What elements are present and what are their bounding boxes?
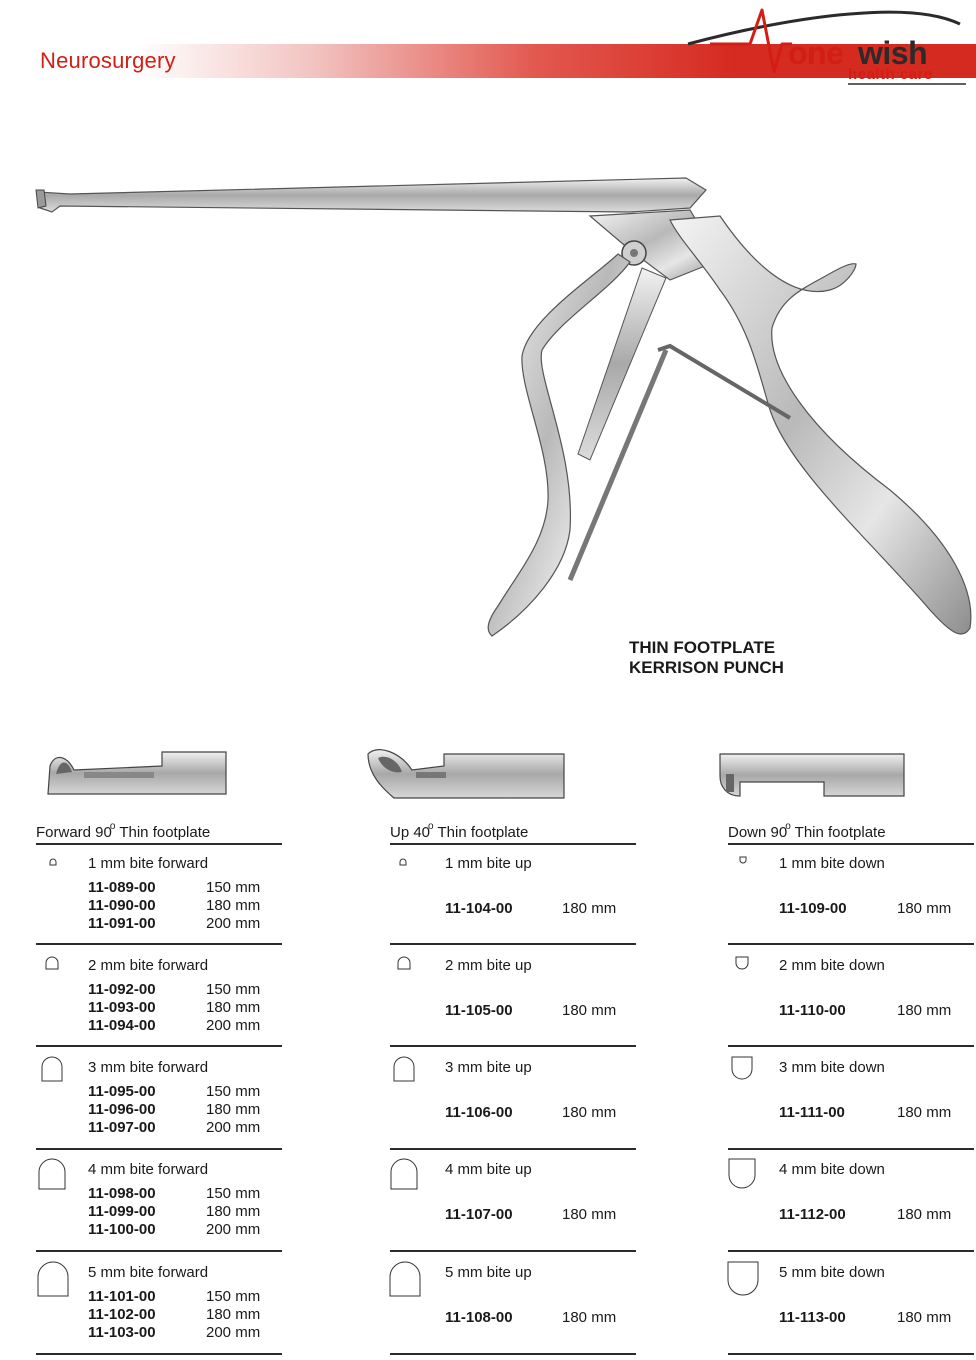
bite-label: 4 mm bite up <box>445 1161 532 1178</box>
column-caption-down-suffix: Thin footplate <box>794 824 886 841</box>
degree-symbol: o <box>428 821 434 832</box>
catalog-code: 11-089-00 <box>88 879 156 896</box>
down-tip-illustration <box>716 750 908 800</box>
length: 200 mm <box>206 1119 261 1136</box>
bite-up-4mm-icon <box>388 1157 420 1193</box>
length: 180 mm <box>206 1306 261 1323</box>
length: 180 mm <box>206 1101 261 1118</box>
length: 180 mm <box>562 1104 617 1121</box>
length: 180 mm <box>562 1206 617 1223</box>
column-caption-up-suffix: Thin footplate <box>437 824 529 841</box>
catalog-code: 11-102-00 <box>88 1306 156 1323</box>
bite-label: 5 mm bite forward <box>88 1264 209 1281</box>
catalog-code: 11-107-00 <box>445 1206 513 1223</box>
bite-label: 1 mm bite down <box>779 855 885 872</box>
bite-down-2mm-icon <box>730 951 754 975</box>
length: 200 mm <box>206 1017 261 1034</box>
product-name <box>629 638 784 678</box>
bite-forward-3mm-icon <box>38 1055 66 1085</box>
brand-logo <box>680 0 976 90</box>
catalog-code: 11-105-00 <box>445 1002 513 1019</box>
catalog-code: 11-106-00 <box>445 1104 513 1121</box>
length: 180 mm <box>897 1002 952 1019</box>
list-item <box>728 945 974 1047</box>
catalog-code: 11-100-00 <box>88 1221 156 1238</box>
catalog-code: 11-097-00 <box>88 1119 156 1136</box>
catalog-code: 11-098-00 <box>88 1185 156 1202</box>
list-item <box>390 1252 636 1354</box>
length: 180 mm <box>562 1309 617 1326</box>
bite-forward-5mm-icon <box>36 1260 70 1300</box>
logo-word-one: one <box>788 35 844 71</box>
bite-label: 4 mm bite forward <box>88 1161 209 1178</box>
bite-down-5mm-icon <box>726 1258 760 1298</box>
catalog-code: 11-108-00 <box>445 1309 513 1326</box>
catalog-code: 11-093-00 <box>88 999 156 1016</box>
catalog-code: 11-091-00 <box>88 915 156 932</box>
column-caption-up <box>390 817 528 843</box>
list-item <box>728 1149 974 1251</box>
catalog-code: 11-112-00 <box>779 1206 846 1223</box>
degree-symbol: o <box>109 821 116 832</box>
length: 200 mm <box>206 915 261 932</box>
length: 180 mm <box>562 1002 617 1019</box>
section-title: Neurosurgery <box>40 48 176 73</box>
list-item <box>36 1252 282 1354</box>
catalog-code: 11-109-00 <box>779 900 847 917</box>
bite-label: 2 mm bite forward <box>88 957 209 974</box>
length: 180 mm <box>897 1206 952 1223</box>
bite-down-4mm-icon <box>726 1155 758 1191</box>
bite-label: 4 mm bite down <box>779 1161 885 1178</box>
forward-tip-illustration <box>44 748 230 800</box>
product-name-line-2: KERRISON PUNCH <box>629 658 784 677</box>
length: 150 mm <box>206 1185 261 1202</box>
list-item <box>36 843 282 945</box>
catalog-code: 11-104-00 <box>445 900 513 917</box>
catalog-code: 11-113-00 <box>779 1309 846 1326</box>
bite-forward-2mm-icon <box>40 953 64 977</box>
list-item <box>390 945 636 1047</box>
catalog-code: 11-101-00 <box>88 1288 156 1305</box>
logo-word-wish: wish <box>858 35 928 71</box>
column-caption-up-angle: Up 40 <box>390 824 431 841</box>
length: 180 mm <box>206 1203 261 1220</box>
length: 150 mm <box>206 1083 261 1100</box>
up-tip-illustration <box>364 744 568 804</box>
degree-symbol: o <box>785 821 791 832</box>
length: 180 mm <box>206 897 261 914</box>
kerrison-punch-illustration <box>30 150 976 650</box>
list-item <box>390 1047 636 1149</box>
bite-label: 3 mm bite down <box>779 1059 885 1076</box>
bite-up-2mm-icon <box>392 953 416 977</box>
length: 180 mm <box>206 999 261 1016</box>
catalog-code: 11-090-00 <box>88 897 156 914</box>
length: 180 mm <box>562 900 617 917</box>
bite-down-1mm-icon <box>734 851 754 871</box>
length: 180 mm <box>897 900 952 917</box>
list-item <box>728 843 974 945</box>
catalog-code: 11-092-00 <box>88 981 156 998</box>
length: 150 mm <box>206 981 261 998</box>
length: 180 mm <box>897 1309 952 1326</box>
catalog-code: 11-110-00 <box>779 1002 846 1019</box>
bite-label: 2 mm bite down <box>779 957 885 974</box>
bite-label: 2 mm bite up <box>445 957 532 974</box>
length: 200 mm <box>206 1221 261 1238</box>
bite-up-5mm-icon <box>388 1260 422 1300</box>
product-name-line-1: THIN FOOTPLATE <box>629 638 776 657</box>
catalog-code: 11-095-00 <box>88 1083 156 1100</box>
catalog-code: 11-111-00 <box>779 1104 845 1121</box>
length: 200 mm <box>206 1324 261 1341</box>
logo-tagline: health care <box>848 66 933 83</box>
bite-down-3mm-icon <box>728 1053 756 1083</box>
column-caption-forward-angle: Forward 90 <box>36 824 112 841</box>
column-caption-down-angle: Down 90 <box>728 824 788 841</box>
bite-up-3mm-icon <box>390 1055 418 1085</box>
list-item <box>728 1047 974 1149</box>
list-item <box>390 843 636 945</box>
list-item <box>36 1047 282 1149</box>
length: 180 mm <box>897 1104 952 1121</box>
bite-up-1mm-icon <box>394 853 414 873</box>
length: 150 mm <box>206 1288 261 1305</box>
list-item <box>36 1149 282 1251</box>
length: 150 mm <box>206 879 261 896</box>
list-item <box>390 1149 636 1251</box>
bite-label: 3 mm bite forward <box>88 1059 209 1076</box>
column-caption-forward <box>36 817 210 843</box>
bite-label: 5 mm bite up <box>445 1264 532 1281</box>
bite-forward-4mm-icon <box>36 1157 68 1193</box>
bite-label: 3 mm bite up <box>445 1059 532 1076</box>
catalog-code: 11-094-00 <box>88 1017 156 1034</box>
column-caption-down <box>728 817 886 843</box>
catalog-code: 11-096-00 <box>88 1101 156 1118</box>
bite-label: 5 mm bite down <box>779 1264 885 1281</box>
catalog-code: 11-099-00 <box>88 1203 156 1220</box>
list-item <box>36 945 282 1047</box>
catalog-code: 11-103-00 <box>88 1324 156 1341</box>
bite-forward-1mm-icon <box>44 853 64 873</box>
bite-label: 1 mm bite forward <box>88 855 209 872</box>
list-item <box>728 1252 974 1354</box>
bite-label: 1 mm bite up <box>445 855 532 872</box>
column-caption-forward-suffix: Thin footplate <box>119 824 211 841</box>
